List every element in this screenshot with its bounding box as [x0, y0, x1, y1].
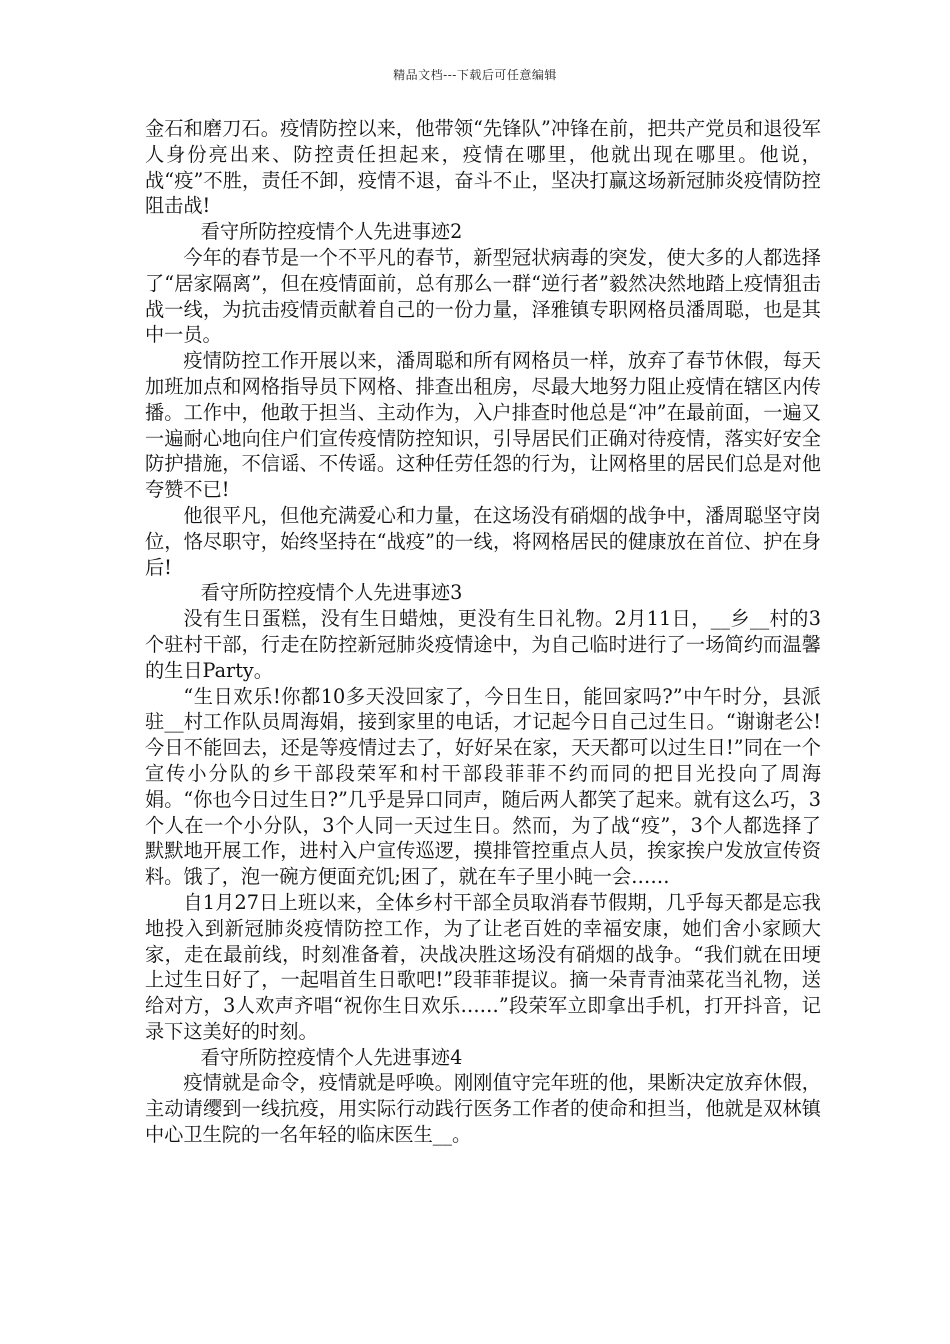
- page-header: 精品文档---下载后可任意编辑: [393, 68, 557, 82]
- paragraph: 疫情就是命令，疫情就是呼唤。刚刚值守完年班的他，果断决定放弃休假，主动请缨到一线抗疫，用实际行动践行医务工作者的使命和担当，他就是双林镇中心卫生院的一名年轻的临床医生__。: [145, 1071, 821, 1147]
- paragraph: 疫情防控工作开展以来，潘周聪和所有网格员一样，放弃了春节休假，每天加班加点和网格指导员下网格、排查出租房，尽最大地努力阻止疫情在辖区内传播。工作中，他敢于担当、主动作为，入户排查时他总是“冲”在最前面，一遍又一遍耐心地向住户们宣传疫情防控知识，引导居民们正确对待疫情，落实好安全防护措施，不信谣、不传谣。这种任劳任怨的行为，让网格里的居民们总是对他夸赞不已!: [145, 349, 821, 502]
- paragraph: 金石和磨刀石。疫情防控以来，他带领“先锋队”冲锋在前，把共产党员和退役军人身份亮出来、防控责任担起来，疫情在哪里，他就出现在哪里。他说，战“疫”不胜，责任不卸，疫情不退，奋斗不止，坚决打赢这场新冠肺炎疫情防控阻击战!: [145, 117, 821, 218]
- paragraph: 今年的春节是一个不平凡的春节，新型冠状病毒的突发，使大多的人都选择了“居家隔离”，但在疫情面前，总有那么一群“逆行者”毅然决然地踏上疫情狙击战一线，为抗击疫情贡献着自己的一份力量，泽雅镇专职网格员潘周聪，也是其中一员。: [145, 245, 821, 347]
- paragraph: 他很平凡，但他充满爱心和力量，在这场没有硝烟的战争中，潘周聪坚守岗位，恪尽职守，始终坚持在“战疫”的一线，将网格居民的健康放在首位、护在身后!: [145, 503, 821, 579]
- section-title: 看守所防控疫情个人先进事迹2: [200, 220, 463, 244]
- section-title: 看守所防控疫情个人先进事迹4: [200, 1045, 463, 1069]
- paragraph: 没有生日蛋糕，没有生日蜡烛，更没有生日礼物。2月11日，__乡__村的3个驻村干部，行走在防控新冠肺炎疫情途中，为自己临时进行了一场简约而温馨的生日Party。: [145, 607, 821, 682]
- section-title: 看守所防控疫情个人先进事迹3: [200, 581, 463, 605]
- paragraph: “生日欢乐!你都10多天没回家了，今日生日，能回家吗?”中午时分，县派驻__村工作队员周海娟，接到家里的电话，才记起今日自己过生日。“谢谢老公!今日不能回去，还是等疫情过去了，好好呆在家，天天都可以过生日!”同在一个宣传小分队的乡干部段荣军和村干部段菲菲不约而同的把目光投向了周海娟。“你也今日过生日?”几乎是异口同声，随后两人都笑了起来。就有这么巧，3个人在一个小分队，3个人同一天过生日。然而，为了战“疫”，3个人都选择了默默地开展工作，进村入户宣传巡逻，摸排管控重点人员，挨家挨户发放宣传资料。饿了，泡一碗方便面充饥;困了，就在车子里小盹一会……: [145, 684, 821, 889]
- paragraph: 自1月27日上班以来，全体乡村干部全员取消春节假期，几乎每天都是忘我地投入到新冠肺炎疫情防控工作，为了让老百姓的幸福安康，她们舍小家顾大家，走在最前线，时刻准备着，决战决胜这场没有硝烟的战争。“我们就在田埂上过生日好了，一起唱首生日歌吧!”段菲菲提议。摘一朵青青油菜花当礼物，送给对方，3人欢声齐唱“祝你生日欢乐……”段荣军立即拿出手机，打开抖音，记录下这美好的时刻。: [145, 890, 821, 1043]
- document-body: [145, 116, 821, 1148]
